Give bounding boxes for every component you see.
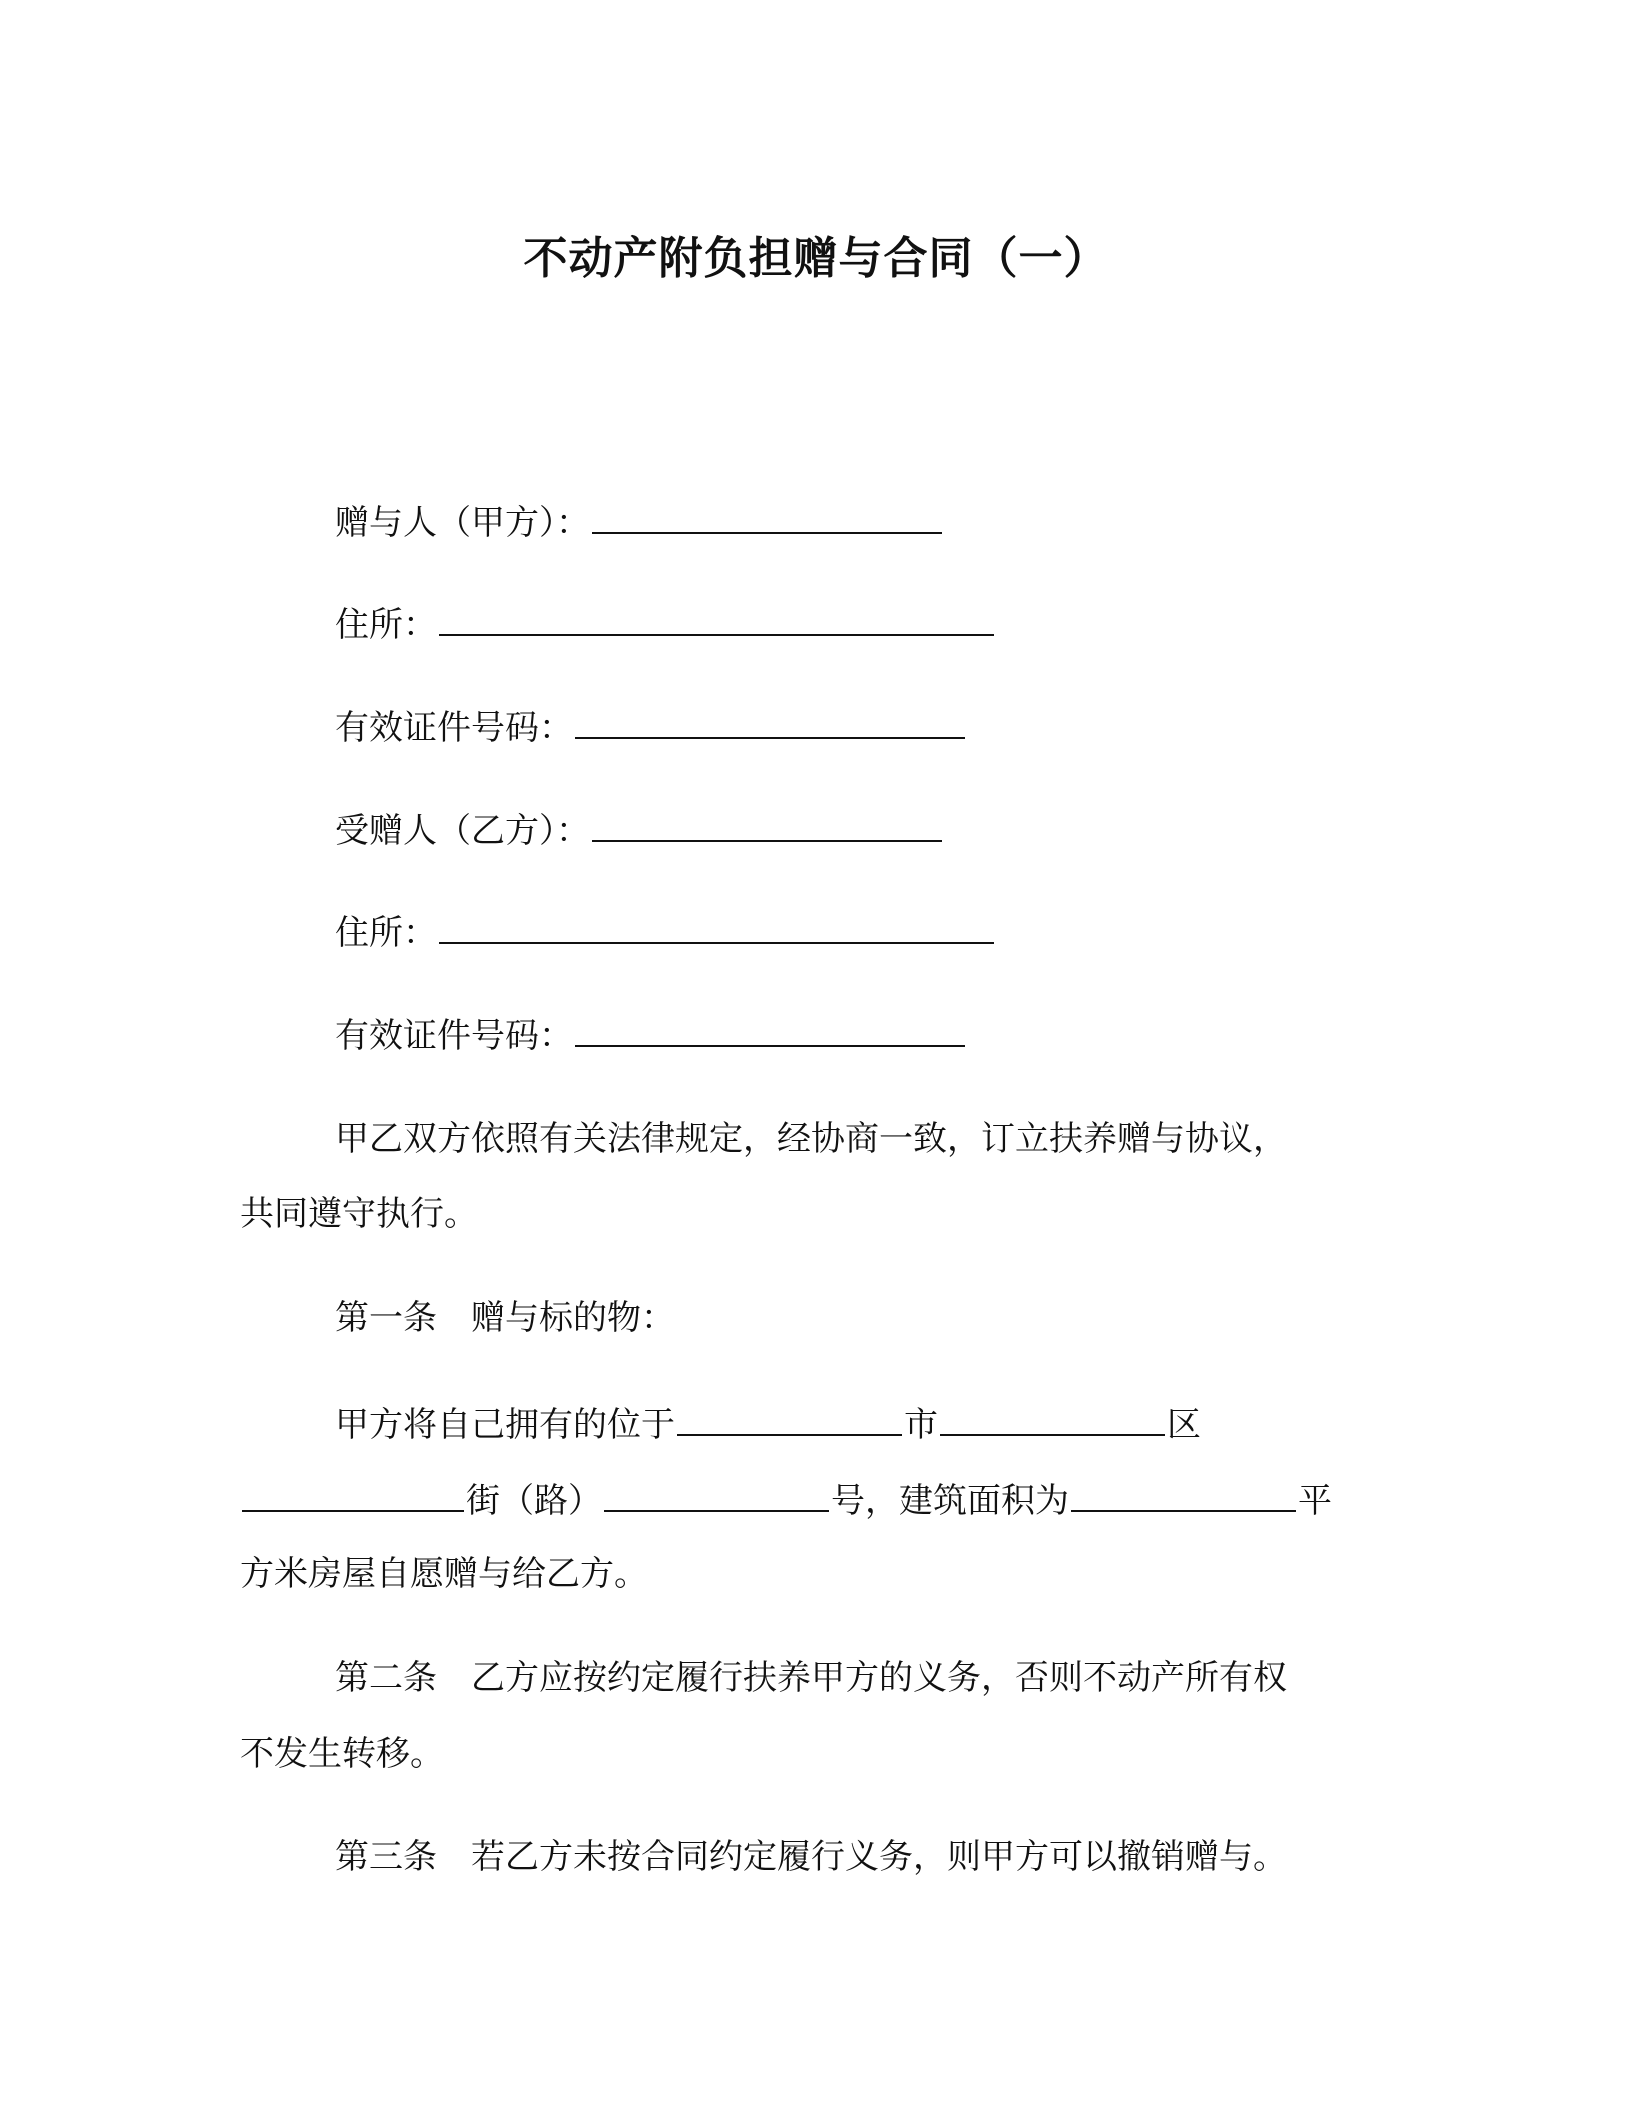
city-blank[interactable]: [677, 1400, 902, 1436]
article1-text-street: 街（路）: [466, 1481, 602, 1521]
article1-text-city: 市: [904, 1405, 938, 1445]
area-blank[interactable]: [1071, 1476, 1296, 1512]
donor-id-label: 有效证件号码：: [335, 708, 573, 748]
document-title: 不动产附负担赠与合同（一）: [523, 233, 1109, 284]
article2-line-2: 不发生转移。: [240, 1734, 444, 1774]
donor-address-label: 住所：: [335, 605, 437, 645]
district-blank[interactable]: [940, 1400, 1165, 1436]
article1-heading: 第一条 赠与标的物：: [335, 1298, 675, 1338]
article3-line-1: 第三条 若乙方未按合同约定履行义务，则甲方可以撤销赠与。: [335, 1837, 1287, 1877]
article1-line-3: 方米房屋自愿赠与给乙方。: [240, 1554, 648, 1594]
donor-field: [335, 498, 944, 545]
preamble-line-2: 共同遵守执行。: [240, 1194, 478, 1234]
street-blank[interactable]: [242, 1476, 464, 1512]
donor-address-field: [335, 600, 996, 647]
donor-label: 赠与人（甲方）：: [335, 503, 590, 543]
donee-id-blank[interactable]: [575, 1011, 965, 1047]
donor-id-blank[interactable]: [575, 703, 965, 739]
article1-line-2: [240, 1476, 1332, 1523]
number-blank[interactable]: [604, 1476, 829, 1512]
donor-address-blank[interactable]: [439, 600, 994, 636]
donee-id-label: 有效证件号码：: [335, 1016, 573, 1056]
article1-text-unit: 平: [1298, 1481, 1332, 1521]
donee-field: [335, 806, 944, 853]
donee-id-field: [335, 1011, 967, 1058]
article1-text-area: 号，建筑面积为: [831, 1481, 1069, 1521]
article2-line-1: 第二条 乙方应按约定履行扶养甲方的义务，否则不动产所有权: [335, 1658, 1287, 1698]
donee-address-label: 住所：: [335, 913, 437, 953]
donor-blank[interactable]: [592, 498, 942, 534]
article1-text-district: 区: [1167, 1405, 1201, 1445]
preamble-line-1: 甲乙双方依照有关法律规定，经协商一致，订立扶养赠与协议，: [335, 1119, 1287, 1159]
donee-address-field: [335, 908, 996, 955]
article1-line-1: [335, 1400, 1201, 1447]
article1-text-location: 甲方将自己拥有的位于: [335, 1405, 675, 1445]
donor-id-field: [335, 703, 967, 750]
donee-blank[interactable]: [592, 806, 942, 842]
donee-address-blank[interactable]: [439, 908, 994, 944]
donee-label: 受赠人（乙方）：: [335, 811, 590, 851]
